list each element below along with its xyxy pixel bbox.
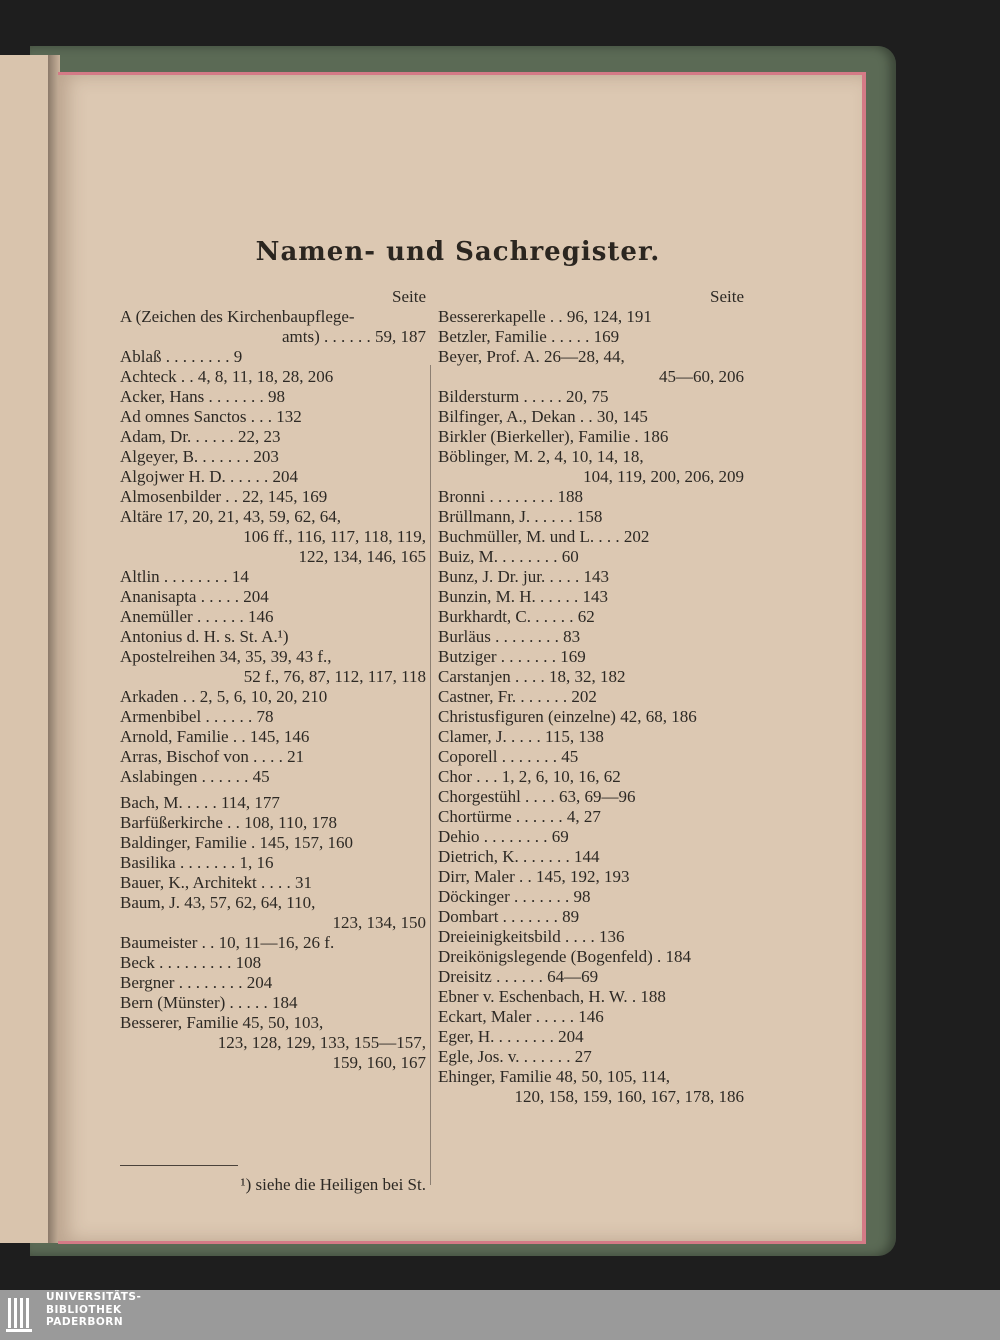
library-bar xyxy=(0,1290,1000,1340)
seite-header-left: Seite xyxy=(392,287,426,306)
entry-line: Baldinger, Familie . 145, 157, 160 xyxy=(120,833,354,852)
entry-line: Böblinger, M. 2, 4, 10, 14, 18, xyxy=(438,447,644,466)
index-entry xyxy=(120,407,426,427)
index-entry xyxy=(120,587,426,607)
index-entry xyxy=(438,507,744,527)
entry-line: Anemüller . . . . . . 146 xyxy=(120,607,274,626)
entry-line: Butziger . . . . . . . 169 xyxy=(438,647,586,666)
entry-continuation: 123, 128, 129, 133, 155—157, xyxy=(217,1033,426,1052)
index-entry xyxy=(438,707,744,727)
entry-line: Chor . . . 1, 2, 6, 10, 16, 62 xyxy=(438,767,621,786)
entry-line: Beyer, Prof. A. 26—28, 44, xyxy=(438,347,625,366)
entry-line: Burläus . . . . . . . . 83 xyxy=(438,627,581,646)
entry-line: Döckinger . . . . . . . 98 xyxy=(438,887,591,906)
index-entry xyxy=(438,787,744,807)
entry-line: Adam, Dr. . . . . . 22, 23 xyxy=(120,427,281,446)
library-line-1: UNIVERSITÄTS- xyxy=(46,1291,142,1303)
entry-line: Bunzin, M. H. . . . . . 143 xyxy=(438,587,608,606)
library-logo-icon xyxy=(6,1296,36,1334)
index-entry xyxy=(438,387,744,407)
index-entry xyxy=(438,667,744,687)
entry-line: Basilika . . . . . . . 1, 16 xyxy=(120,853,274,872)
index-entry xyxy=(438,627,744,647)
right-column xyxy=(438,287,744,1107)
entry-line: Besserer, Familie 45, 50, 103, xyxy=(120,1013,324,1032)
index-entry xyxy=(438,767,744,787)
index-entry xyxy=(120,893,426,933)
entry-continuation: 120, 158, 159, 160, 167, 178, 186 xyxy=(514,1087,744,1106)
entry-line: Dombart . . . . . . . 89 xyxy=(438,907,580,926)
entry-line: Bunz, J. Dr. jur. . . . . 143 xyxy=(438,567,609,586)
index-entry xyxy=(438,987,744,1007)
entry-line: Dreisitz . . . . . . 64—69 xyxy=(438,967,599,986)
index-entry xyxy=(120,507,426,567)
entry-line: Bessererkapelle . . 96, 124, 191 xyxy=(438,307,652,326)
entry-line: Clamer, J. . . . . 115, 138 xyxy=(438,727,604,746)
entry-line: Altlin . . . . . . . . 14 xyxy=(120,567,249,586)
index-entry xyxy=(438,1007,744,1027)
entry-line: A (Zeichen des Kirchenbaupflege- xyxy=(120,307,355,326)
entry-line: Burkhardt, C. . . . . . 62 xyxy=(438,607,595,626)
entry-line: Altäre 17, 20, 21, 43, 59, 62, 64, xyxy=(120,507,341,526)
index-entry xyxy=(438,887,744,907)
index-entry xyxy=(120,707,426,727)
entry-line: Coporell . . . . . . . 45 xyxy=(438,747,579,766)
entry-line: Algojwer H. D. . . . . . 204 xyxy=(120,467,299,486)
index-entry xyxy=(120,873,426,893)
entry-line: Ananisapta . . . . . 204 xyxy=(120,587,269,606)
left-column xyxy=(120,287,426,1073)
entry-line: Dreieinigkeitsbild . . . . 136 xyxy=(438,927,625,946)
index-entry xyxy=(120,747,426,767)
entry-line: Antonius d. H. s. St. A.¹) xyxy=(120,627,289,646)
footnote: ¹) siehe die Heiligen bei St. xyxy=(240,1175,426,1194)
index-entry xyxy=(438,967,744,987)
index-entry xyxy=(438,727,744,747)
index-entry xyxy=(120,367,426,387)
index-entry xyxy=(120,427,426,447)
entry-line: Ad omnes Sanctos . . . 132 xyxy=(120,407,302,426)
entry-line: Ablaß . . . . . . . . 9 xyxy=(120,347,243,366)
entry-line: Dreikönigslegende (Bogenfeld) . 184 xyxy=(438,947,692,966)
entry-line: Almosenbilder . . 22, 145, 169 xyxy=(120,487,328,506)
index-entry xyxy=(120,767,426,787)
entry-continuation: 106 ff., 116, 117, 118, 119, xyxy=(243,527,426,546)
entry-line: Dietrich, K. . . . . . . 144 xyxy=(438,847,600,866)
entry-line: Carstanjen . . . . 18, 32, 182 xyxy=(438,667,626,686)
index-entry xyxy=(438,947,744,967)
library-name xyxy=(46,1291,141,1329)
index-entry xyxy=(438,347,744,387)
index-entry xyxy=(120,793,426,813)
entry-line: Arkaden . . 2, 5, 6, 10, 20, 210 xyxy=(120,687,328,706)
entry-line: Bildersturm . . . . . 20, 75 xyxy=(438,387,609,406)
entry-line: Castner, Fr. . . . . . . 202 xyxy=(438,687,597,706)
index-entry xyxy=(120,567,426,587)
index-entry xyxy=(438,807,744,827)
index-entry xyxy=(120,307,426,347)
entry-line: Christusfiguren (einzelne) 42, 68, 186 xyxy=(438,707,697,726)
entry-line: Algeyer, B. . . . . . . 203 xyxy=(120,447,279,466)
entry-continuation: 104, 119, 200, 206, 209 xyxy=(583,467,744,486)
index-entry xyxy=(438,407,744,427)
entry-continuation: 159, 160, 167 xyxy=(332,1053,426,1072)
entry-line: Baum, J. 43, 57, 62, 64, 110, xyxy=(120,893,316,912)
entry-line: Ebner v. Eschenbach, H. W. . 188 xyxy=(438,987,666,1006)
index-entry xyxy=(120,813,426,833)
index-entry xyxy=(120,627,426,647)
index-entry xyxy=(438,827,744,847)
entry-continuation: 45—60, 206 xyxy=(659,367,744,386)
index-entry xyxy=(120,853,426,873)
index-entry xyxy=(438,847,744,867)
entry-line: Dirr, Maler . . 145, 192, 193 xyxy=(438,867,630,886)
entry-line: Armenbibel . . . . . . 78 xyxy=(120,707,274,726)
index-entry xyxy=(438,647,744,667)
library-line-2: BIBLIOTHEK xyxy=(46,1303,122,1316)
index-entry xyxy=(120,447,426,467)
index-entry xyxy=(120,1013,426,1073)
entry-line: Betzler, Familie . . . . . 169 xyxy=(438,327,620,346)
index-entry xyxy=(120,487,426,507)
right-entries xyxy=(438,307,744,1107)
index-entry xyxy=(438,307,744,327)
index-entry xyxy=(438,527,744,547)
entry-line: Chorgestühl . . . . 63, 69—96 xyxy=(438,787,636,806)
index-entry xyxy=(438,747,744,767)
entry-line: Eckart, Maler . . . . . 146 xyxy=(438,1007,604,1026)
index-entry xyxy=(120,727,426,747)
entry-line: Egle, Jos. v. . . . . . . 27 xyxy=(438,1047,592,1066)
index-entry xyxy=(438,587,744,607)
entry-line: Buiz, M. . . . . . . . 60 xyxy=(438,547,579,566)
entry-line: Barfüßerkirche . . 108, 110, 178 xyxy=(120,813,338,832)
index-entry xyxy=(438,867,744,887)
index-entry xyxy=(120,687,426,707)
index-entry xyxy=(438,1067,744,1107)
index-page xyxy=(58,72,866,1244)
entry-line: Brüllmann, J. . . . . . 158 xyxy=(438,507,603,526)
left-entries xyxy=(120,307,426,1073)
entry-line: Chortürme . . . . . . 4, 27 xyxy=(438,807,601,826)
index-entry xyxy=(438,1027,744,1047)
entry-line: Bronni . . . . . . . . 188 xyxy=(438,487,583,506)
index-entry xyxy=(120,933,426,953)
index-entry xyxy=(438,487,744,507)
index-entry xyxy=(120,647,426,687)
left-page-edge xyxy=(0,55,51,1243)
entry-line: Eger, H. . . . . . . . 204 xyxy=(438,1027,584,1046)
footnote-rule xyxy=(120,1165,238,1166)
entry-line: Apostelreihen 34, 35, 39, 43 f., xyxy=(120,647,332,666)
index-entry xyxy=(438,547,744,567)
index-entry xyxy=(438,907,744,927)
entry-continuation: 123, 134, 150 xyxy=(332,913,426,932)
page-title: Namen- und Sachregister. xyxy=(255,237,661,267)
entry-line: Bern (Münster) . . . . . 184 xyxy=(120,993,298,1012)
entry-continuation: 122, 134, 146, 165 xyxy=(298,547,426,566)
index-entry xyxy=(120,833,426,853)
index-entry xyxy=(438,327,744,347)
index-entry xyxy=(120,953,426,973)
entry-line: Arnold, Familie . . 145, 146 xyxy=(120,727,310,746)
entry-line: Acker, Hans . . . . . . . 98 xyxy=(120,387,286,406)
entry-line: Beck . . . . . . . . . 108 xyxy=(120,953,262,972)
index-entry xyxy=(120,387,426,407)
seite-header-right: Seite xyxy=(710,287,744,306)
index-entry xyxy=(438,1047,744,1067)
index-entry xyxy=(120,467,426,487)
index-entry xyxy=(438,607,744,627)
index-entry xyxy=(120,973,426,993)
index-entry xyxy=(120,607,426,627)
index-entry xyxy=(438,427,744,447)
entry-line: Bauer, K., Architekt . . . . 31 xyxy=(120,873,312,892)
entry-line: Ehinger, Familie 48, 50, 105, 114, xyxy=(438,1067,670,1086)
entry-continuation: amts) . . . . . . 59, 187 xyxy=(281,327,426,346)
index-entry xyxy=(438,927,744,947)
index-entry xyxy=(438,687,744,707)
entry-line: Achteck . . 4, 8, 11, 18, 28, 206 xyxy=(120,367,334,386)
entry-line: Birkler (Bierkeller), Familie . 186 xyxy=(438,427,669,446)
entry-line: Dehio . . . . . . . . 69 xyxy=(438,827,569,846)
index-entry xyxy=(120,993,426,1013)
entry-line: Aslabingen . . . . . . 45 xyxy=(120,767,270,786)
library-line-3: PADERBORN xyxy=(46,1316,124,1328)
entry-line: Buchmüller, M. und L. . . . 202 xyxy=(438,527,650,546)
entry-line: Bach, M. . . . . 114, 177 xyxy=(120,793,280,812)
entry-line: Bilfinger, A., Dekan . . 30, 145 xyxy=(438,407,648,426)
index-entry xyxy=(120,347,426,367)
entry-line: Baumeister . . 10, 11—16, 26 f. xyxy=(120,933,335,952)
column-divider xyxy=(430,365,431,1185)
entry-continuation: 52 f., 76, 87, 112, 117, 118 xyxy=(243,667,426,686)
index-entry xyxy=(438,567,744,587)
entry-line: Bergner . . . . . . . . 204 xyxy=(120,973,273,992)
index-entry xyxy=(438,447,744,487)
entry-line: Arras, Bischof von . . . . 21 xyxy=(120,747,305,766)
